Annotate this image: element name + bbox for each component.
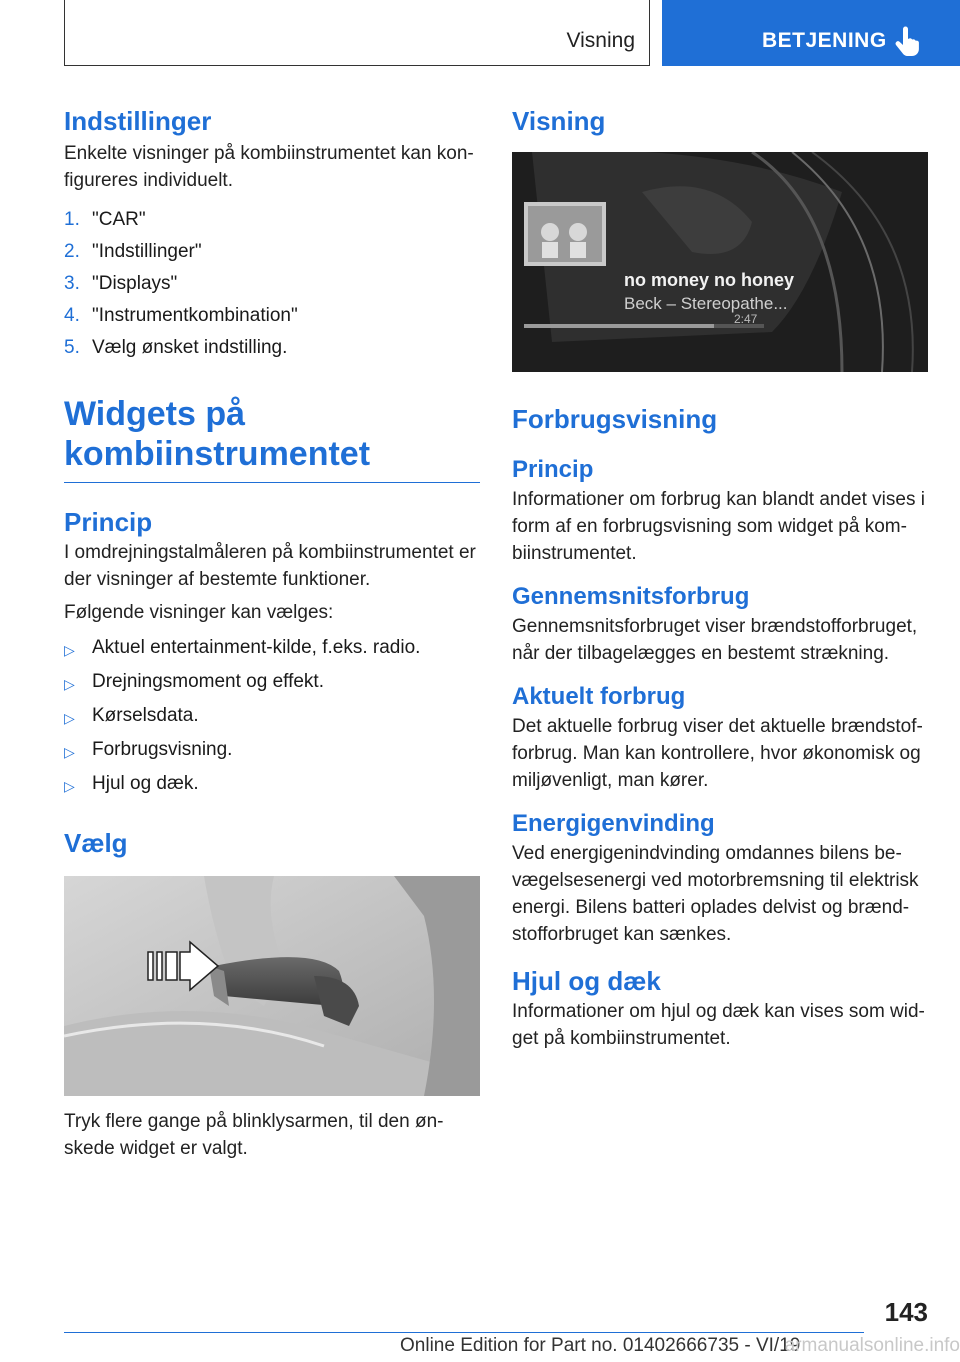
list-item: 2. "Indstillinger" xyxy=(64,241,202,262)
settings-intro: Enkelte visninger på kombiinstrumentet kan kon‐figureres individuelt. xyxy=(64,143,474,191)
footer-watermark: armanualsonline.info xyxy=(784,1335,960,1356)
instrument-cluster-photo xyxy=(512,152,928,372)
header-section-title: Visning xyxy=(566,29,635,52)
list-item: 3. "Displays" xyxy=(64,273,178,294)
current-consumption-heading: Aktuelt forbrug xyxy=(512,683,686,710)
screen-track-time: 2:47 xyxy=(734,312,758,326)
header-chapter-tab xyxy=(662,0,960,66)
header-section-box xyxy=(64,0,650,66)
energy-regen-text: Ved energigenindvinding omdannes bilens be‐vægelsesenergi ved motorbremsning til elektrisk energi. Bilens batteri oplades delvist og brænd‐stofforbruget kan sænkes. xyxy=(512,843,919,945)
screen-track-artist: Beck – Stereopathe... xyxy=(624,294,788,313)
footer-rule xyxy=(64,1332,864,1333)
widgets-options-intro: Følgende visninger kan vælges: xyxy=(64,602,334,623)
touch-hand-icon xyxy=(894,26,920,56)
widgets-title: Widgets på kombiinstrumentet xyxy=(64,395,371,473)
list-item: ▷ Aktuel entertainment-kilde, f.eks. radio. xyxy=(64,637,421,658)
consumption-heading: Forbrugsvisning xyxy=(512,404,718,434)
energy-regen-heading: Energigenvinding xyxy=(512,810,715,837)
current-consumption-text: Det aktuelle forbrug viser det aktuelle brændstof‐forbrug. Man kan kontrollere, hvor økonomisk og miljøvenligt, man kører. xyxy=(512,716,923,791)
turn-signal-lever-drawing xyxy=(64,876,480,1096)
widgets-principle-heading: Princip xyxy=(64,507,153,537)
select-heading: Vælg xyxy=(64,828,128,858)
list-item: 5. Vælg ønsket indstilling. xyxy=(64,337,288,358)
list-item: ▷ Forbrugsvisning. xyxy=(64,739,233,760)
footer-edition: Online Edition for Part no. 01402666735 - VI/19 xyxy=(400,1335,801,1356)
widgets-options xyxy=(64,632,480,802)
consumption-principle-heading: Princip xyxy=(512,456,594,483)
widgets-title-rule xyxy=(64,482,480,483)
screen-track-title: no money no honey xyxy=(624,270,795,290)
settings-heading: Indstillinger xyxy=(64,106,212,136)
avg-consumption-heading: Gennemsnitsforbrug xyxy=(512,583,750,610)
list-item: 1. "CAR" xyxy=(64,209,146,230)
list-item: ▷ Hjul og dæk. xyxy=(64,773,199,794)
consumption-principle-text: Informationer om forbrug kan blandt andet vises i form af en forbrugsvisning som widget på kom‐biinstrumentet. xyxy=(512,489,925,564)
settings-steps xyxy=(64,204,480,364)
list-item: 4. "Instrumentkombination" xyxy=(64,305,298,326)
wheels-heading: Hjul og dæk xyxy=(512,966,661,996)
list-item: ▷ Kørselsdata. xyxy=(64,705,199,726)
avg-consumption-text: Gennemsnitsforbruget viser brændstofforbruget, når der tilbagelægges en bestemt strækning. xyxy=(512,616,918,664)
page-number: 143 xyxy=(884,1297,928,1327)
header-chapter-label: BETJENING xyxy=(762,29,887,52)
widgets-principle-text: I omdrejningstalmåleren på kombiinstrumentet er der visninger af bestemte funktioner. xyxy=(64,542,476,590)
turn-signal-lever-illustration xyxy=(64,876,480,1096)
select-caption: Tryk flere gange på blinklysarmen, til den øn‐skede widget er valgt. xyxy=(64,1111,444,1159)
right-column xyxy=(512,100,928,1052)
display-heading: Visning xyxy=(512,106,606,136)
cluster-display-drawing xyxy=(512,152,928,372)
left-column xyxy=(64,100,480,1162)
list-item: ▷ Drejningsmoment og effekt. xyxy=(64,671,324,692)
wheels-text: Informationer om hjul og dæk kan vises som wid‐get på kombiinstrumentet. xyxy=(512,1001,925,1049)
